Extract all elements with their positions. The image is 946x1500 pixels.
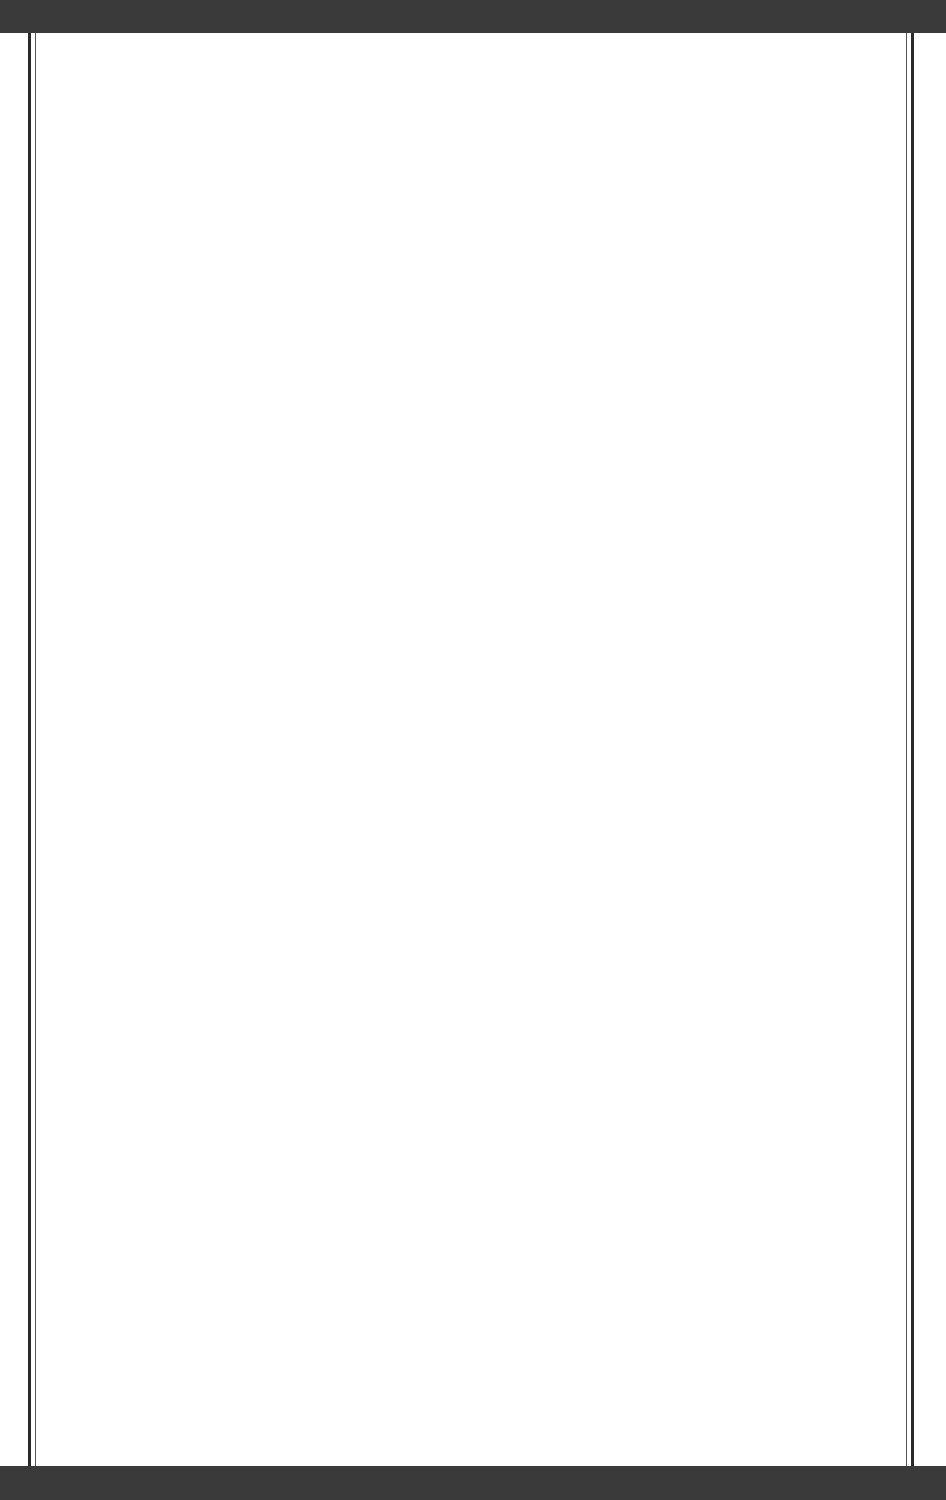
bottom-star-border	[0, 1466, 946, 1500]
bottom-fireworks-border	[0, 1318, 946, 1466]
page-frame	[28, 33, 914, 1466]
top-star-border	[0, 0, 946, 33]
